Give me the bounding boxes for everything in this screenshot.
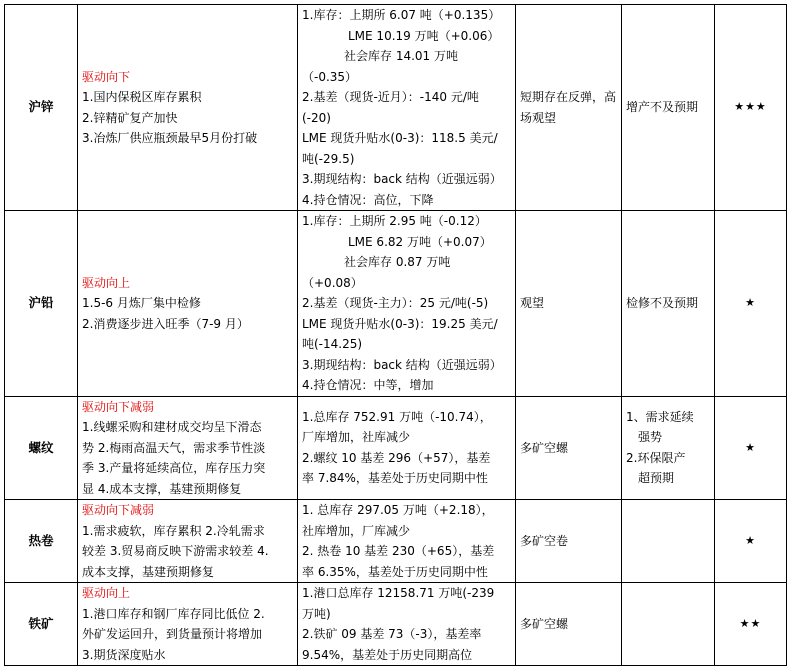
data-line: 厂库增加，社库减少 xyxy=(302,430,411,445)
factor-line: 成本支撑，基建预期修复 xyxy=(82,564,215,579)
inventory-lme: LME 6.82 万吨（+0.07） xyxy=(348,234,492,249)
view-cell: 多矿空卷 xyxy=(516,500,622,583)
factor-line: 1.线螺采购和建材成交均呈下滑态 xyxy=(82,420,262,434)
data-cell xyxy=(298,211,516,397)
lme-spread-line: LME 现货升贴水(0-3)：19.25 美元/ xyxy=(302,316,498,331)
risk-cell: 检修不及预期 xyxy=(622,211,715,397)
star-rating: ★★★ xyxy=(715,5,787,211)
star-rating: ★ xyxy=(715,500,787,583)
commodity-name: 铁矿 xyxy=(5,583,78,666)
risk-line: 超预期 xyxy=(638,471,675,486)
factor-line: 外矿发运回升，到货量预计将增加 xyxy=(82,627,263,641)
risk-cell xyxy=(622,396,715,500)
star-rating: ★ xyxy=(715,396,787,500)
table-row-zinc xyxy=(5,5,787,211)
data-cell xyxy=(298,5,516,211)
data-line: 1.总库存 752.91 万吨（-10.74）， xyxy=(302,409,492,424)
position-line: 4.持仓情况：高位，下降 xyxy=(302,192,434,207)
risk-line: 1、需求延续 xyxy=(626,409,694,424)
commodity-name: 螺纹 xyxy=(5,396,78,500)
risk-cell xyxy=(622,583,715,666)
factor-line: 势 2.梅雨高温天气，需求季节性淡 xyxy=(82,440,266,455)
view-cell: 短期存在反弹，高场观望 xyxy=(516,5,622,211)
commodity-analysis-table xyxy=(4,4,787,666)
driver-factors-cell xyxy=(78,583,298,666)
basis-change: (-20) xyxy=(302,110,331,125)
factor-line: 较差 3.贸易商反映下游需求较差 4. xyxy=(82,544,269,558)
inventory-social-change: （+0.08） xyxy=(302,275,363,290)
driver-factors-cell xyxy=(78,211,298,397)
inventory-social: 社会库存 0.87 万吨 xyxy=(344,255,451,269)
risk-cell xyxy=(622,500,715,583)
data-line: 2.铁矿 09 基差 73（-3），基差率 xyxy=(302,627,482,641)
driver-direction: 驱动向下 xyxy=(82,69,131,84)
commodity-name: 沪铅 xyxy=(5,211,78,397)
data-line: 2. 热卷 10 基差 230（+65），基差 xyxy=(302,544,495,558)
data-line: 2.螺纹 10 基差 296（+57），基差 xyxy=(302,450,491,465)
inventory-title: 1.库存：上期所 2.95 吨（-0.12） xyxy=(302,214,487,228)
factor-line: 1.港口库存和钢厂库存同比低位 2. xyxy=(82,606,265,621)
driver-direction: 驱动向上 xyxy=(82,586,131,600)
data-line: 1. 总库存 297.05 万吨（+2.18）， xyxy=(302,503,494,517)
table-row-rebar xyxy=(5,396,787,500)
lme-spread-line: LME 现货升贴水(0-3)：118.5 美元/ xyxy=(302,131,498,145)
commodity-name: 热卷 xyxy=(5,500,78,583)
risk-line: 2.环保限产 xyxy=(626,450,686,465)
factor-line: 2.消费逐步进入旺季（7-9 月） xyxy=(82,316,249,331)
data-cell xyxy=(298,500,516,583)
basis-line: 2.基差（现货-近月）：-140 元/吨 xyxy=(302,90,479,104)
risk-cell: 增产不及预期 xyxy=(622,5,715,211)
data-cell xyxy=(298,396,516,500)
inventory-title: 1.库存：上期所 6.07 吨（+0.135） xyxy=(302,8,501,22)
lme-spread-change: 吨(-14.25) xyxy=(302,337,363,351)
inventory-lme: LME 10.19 万吨（+0.06） xyxy=(348,28,500,43)
inventory-social-change: （-0.35） xyxy=(302,69,358,84)
driver-direction: 驱动向下减弱 xyxy=(82,399,155,414)
structure-line: 3.期现结构：back 结构（近强远弱） xyxy=(302,172,502,186)
factor-line: 1.5-6 月炼厂集中检修 xyxy=(82,296,201,310)
table-row-iron-ore xyxy=(5,583,787,666)
factor-line: 3.冶炼厂供应瓶颈最早5月份打破 xyxy=(82,131,258,145)
driver-factors-cell xyxy=(78,396,298,500)
data-line: 万吨) xyxy=(302,606,331,621)
view-cell: 多矿空螺 xyxy=(516,583,622,666)
star-rating: ★★ xyxy=(715,583,787,666)
driver-direction: 驱动向下减弱 xyxy=(82,503,155,517)
view-cell: 多矿空螺 xyxy=(516,396,622,500)
driver-factors-cell xyxy=(78,5,298,211)
star-rating: ★ xyxy=(715,211,787,397)
commodity-name: 沪锌 xyxy=(5,5,78,211)
data-line: 9.54%，基差处于历史同期高位 xyxy=(302,647,473,662)
lme-spread-change: 吨(-29.5) xyxy=(302,151,355,166)
driver-factors-cell xyxy=(78,500,298,583)
factor-line: 显 4.成本支撑，基建预期修复 xyxy=(82,481,242,496)
view-cell: 观望 xyxy=(516,211,622,397)
inventory-social: 社会库存 14.01 万吨 xyxy=(344,49,458,63)
driver-direction: 驱动向上 xyxy=(82,275,131,290)
factor-line: 1.国内保税区库存累积 xyxy=(82,90,202,104)
risk-line: 强势 xyxy=(638,430,663,445)
structure-line: 3.期现结构：back 结构（近强远弱） xyxy=(302,357,502,372)
factor-line: 季 3.产量将延续高位，库存压力突 xyxy=(82,461,266,475)
data-cell xyxy=(298,583,516,666)
data-line: 率 7.84%，基差处于历史同期中性 xyxy=(302,471,488,486)
factor-line: 1.需求疲软，库存累积 2.冷轧需求 xyxy=(82,523,265,538)
table-row-hot-coil xyxy=(5,500,787,583)
factor-line: 2.锌精矿复产加快 xyxy=(82,110,178,125)
factor-line: 3.期货深度贴水 xyxy=(82,647,166,662)
position-line: 4.持仓情况：中等，增加 xyxy=(302,378,434,392)
table-row-lead xyxy=(5,211,787,397)
data-line: 率 6.35%，基差处于历史同期中性 xyxy=(302,564,488,579)
data-line: 社库增加，厂库减少 xyxy=(302,523,411,538)
data-line: 1.港口总库存 12158.71 万吨(-239 xyxy=(302,586,495,600)
basis-line: 2.基差（现货-主力）：25 元/吨(-5) xyxy=(302,296,489,310)
